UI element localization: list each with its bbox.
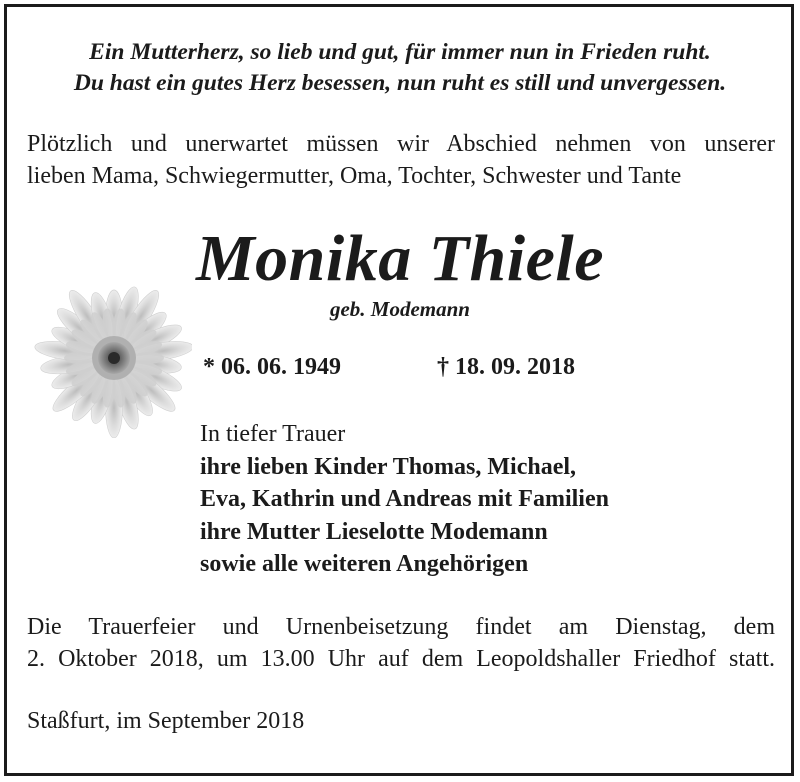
intro-line-1: Plötzlich und unerwartet müssen wir Abschied nehmen von unserer bbox=[27, 131, 775, 157]
verse-line-1: Ein Mutterherz, so lieb und gut, für immer nun in Frieden ruht. bbox=[89, 39, 711, 65]
mourners-line: Eva, Kathrin und Andreas mit Familien bbox=[200, 486, 609, 512]
funeral-service-info bbox=[27, 611, 775, 675]
intro-line-2: lieben Mama, Schwiegermutter, Oma, Tochter, Schwester und Tante bbox=[27, 163, 682, 189]
service-line-1: Die Trauerfeier und Urnenbeisetzung findet am Dienstag, dem bbox=[27, 614, 775, 640]
mourners-line: sowie alle weiteren Angehörigen bbox=[200, 551, 529, 577]
mourners-line: ihre lieben Kinder Thomas, Michael, bbox=[200, 453, 577, 480]
memorial-verse bbox=[22, 37, 778, 99]
maiden-name: geb. Modemann bbox=[329, 297, 470, 321]
mourners-block bbox=[200, 418, 609, 581]
death-date: † 18. 09. 2018 bbox=[437, 354, 575, 380]
service-line-2: 2. Oktober 2018, um 13.00 Uhr auf dem Leopoldshaller Friedhof statt. bbox=[27, 646, 775, 672]
mourners-heading: In tiefer Trauer bbox=[200, 421, 346, 447]
deceased-name: Monika Thiele bbox=[195, 222, 604, 295]
birth-date: * 06. 06. 1949 bbox=[203, 354, 341, 380]
verse-line-2: Du hast ein gutes Herz besessen, nun ruht es still und unvergessen. bbox=[73, 70, 727, 96]
announcement-intro bbox=[27, 128, 775, 192]
place-and-date: Staßfurt, im September 2018 bbox=[27, 708, 305, 734]
mourners-line: ihre Mutter Lieselotte Modemann bbox=[200, 518, 548, 545]
flower-icon bbox=[30, 286, 192, 438]
